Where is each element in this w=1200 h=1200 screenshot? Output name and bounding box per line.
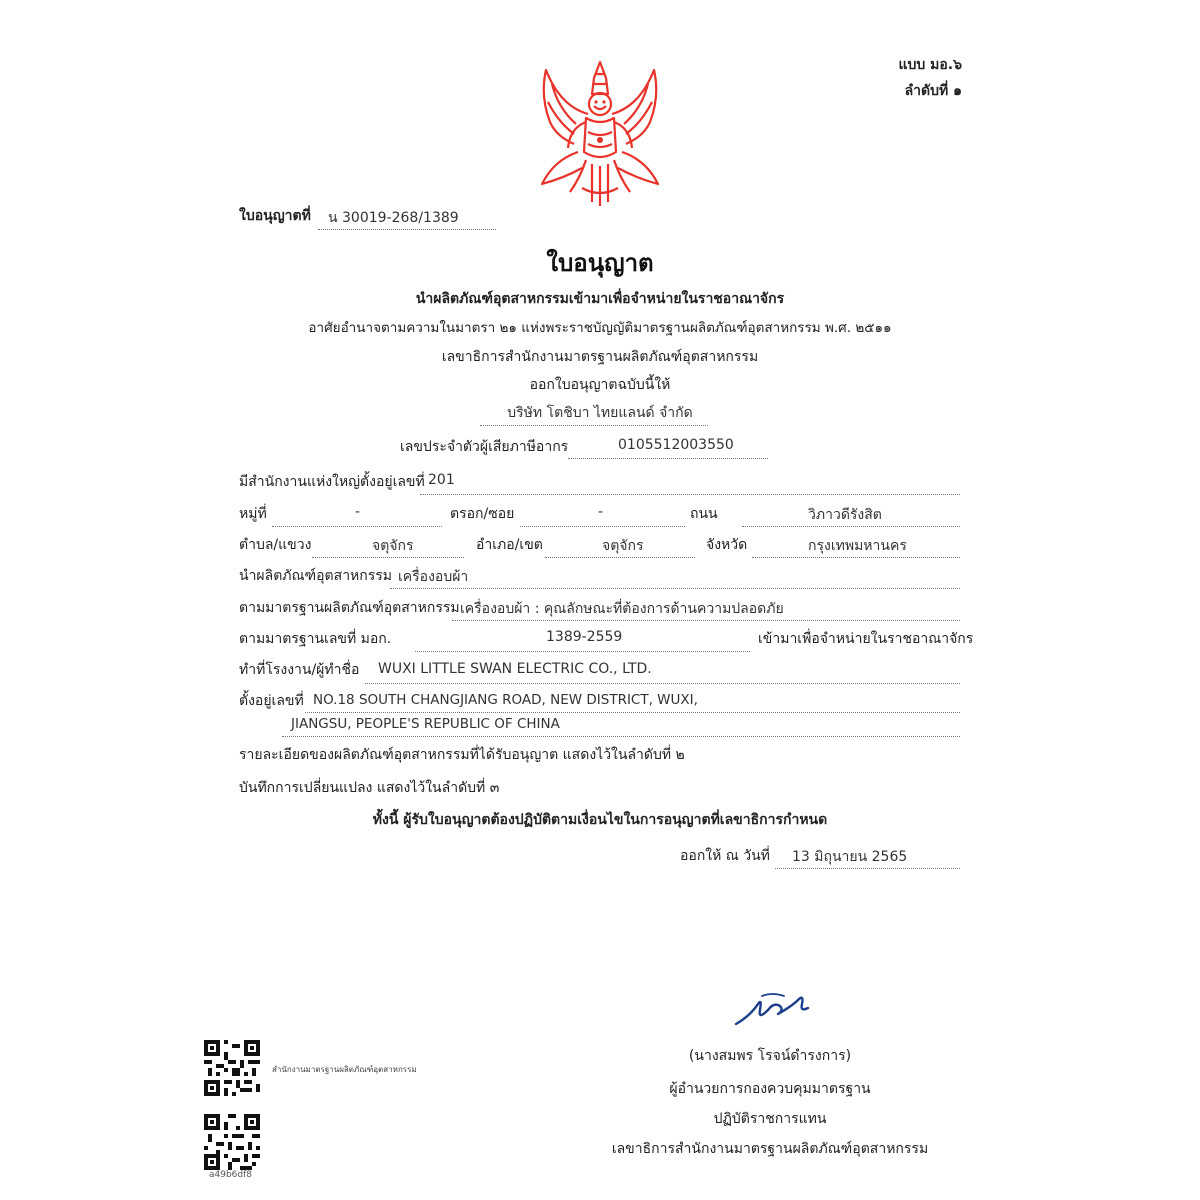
std-number-label: ตามมาตรฐานเลขที่ มอก. [239, 631, 392, 647]
verification-qr-icon [204, 1114, 260, 1170]
standard-value: เครื่องอบผ้า : คุณลักษณะที่ต้องการด้านความปลอดภัย [460, 601, 784, 617]
signatory-position: ผู้อำนวยการกองควบคุมมาตรฐาน [669, 1081, 871, 1097]
province-value: กรุงเทพมหานคร [808, 538, 907, 554]
road-label: ถนน [690, 506, 718, 522]
factory-address-line-1: NO.18 SOUTH CHANGJIANG ROAD, NEW DISTRICT, WUXI, [313, 692, 698, 708]
subdistrict-label: ตำบล/แขวง [239, 537, 312, 553]
form-code: แบบ มอ.๖ [898, 57, 962, 73]
on-behalf-of: เลขาธิการสำนักงานมาตรฐานผลิตภัณฑ์อุตสาหกรรม [611, 1141, 929, 1157]
footer-office: สำนักงานมาตรฐานผลิตภัณฑ์อุตสาหกรรม [272, 1065, 417, 1074]
signatory-name: (นางสมพร โรจน์ดำรงการ) [688, 1048, 852, 1064]
condition-statement: ทั้งนี้ ผู้รับใบอนุญาตต้องปฏิบัติตามเงื่อนไขในการอนุญาตที่เลขาธิการกำหนด [372, 812, 828, 828]
qr-code-icon [204, 1040, 260, 1096]
product-value: เครื่องอบผ้า [398, 569, 469, 585]
product-label: นำผลิตภัณฑ์อุตสาหกรรม [239, 568, 393, 584]
page-title: ใบอนุญาต [546, 249, 654, 277]
document-code: a49b6df8 [209, 1170, 253, 1180]
road-value: วิภาวดีรังสิต [808, 507, 882, 523]
company-name: บริษัท โตชิบา ไทยแลนด์ จำกัด [507, 405, 693, 421]
form-order: ลำดับที่ ๑ [904, 83, 962, 99]
soi-value: - [598, 504, 604, 520]
acting-on-behalf: ปฏิบัติราชการแทน [713, 1111, 827, 1127]
district-value: จตุจักร [602, 538, 644, 554]
subdistrict-value: จตุจักร [372, 538, 414, 554]
license-number-label: ใบอนุญาตที่ [239, 208, 311, 224]
hq-number: 201 [428, 472, 455, 488]
issued-date: 13 มิถุนายน 2565 [792, 849, 908, 865]
license-number: น 30019-268/1389 [328, 210, 459, 226]
details-note: รายละเอียดของผลิตภัณฑ์อุตสาหกรรมที่ได้รับอนุญาต แสดงไว้ในลำดับที่ ๒ [239, 747, 685, 763]
signature-image [732, 990, 812, 1030]
std-number: 1389-2559 [546, 629, 623, 645]
std-number-suffix: เข้ามาเพื่อจำหน่ายในราชอาณาจักร [758, 631, 974, 647]
factory-label: ทำที่โรงงาน/ผู้ทำชื่อ [239, 662, 360, 678]
issued-date-label: ออกให้ ณ วันที่ [680, 848, 770, 864]
standard-label: ตามมาตรฐานผลิตภัณฑ์อุตสาหกรรม [239, 600, 460, 616]
authority-line: อาศัยอำนาจตามความในมาตรา ๒๑ แห่งพระราชบัญญัติมาตรฐานผลิตภัณฑ์อุตสาหกรรม พ.ศ. ๒๕๑๑ [308, 320, 892, 336]
factory-address-label: ตั้งอยู่เลขที่ [239, 693, 304, 709]
issue-to-line: ออกใบอนุญาตฉบับนี้ให้ [529, 377, 671, 393]
district-label: อำเภอ/เขต [476, 537, 543, 553]
page-subtitle: นำผลิตภัณฑ์อุตสาหกรรมเข้ามาเพื่อจำหน่ายในราชอาณาจักร [415, 291, 785, 307]
moo-value: - [355, 504, 361, 520]
tax-id-label: เลขประจำตัวผู้เสียภาษีอากร [400, 439, 569, 455]
moo-label: หมู่ที่ [239, 506, 267, 522]
province-label: จังหวัด [706, 537, 748, 553]
factory-address-line-2: JIANGSU, PEOPLE'S REPUBLIC OF CHINA [291, 716, 560, 732]
issuer-line: เลขาธิการสำนักงานมาตรฐานผลิตภัณฑ์อุตสาหกรรม [441, 349, 759, 365]
hq-label: มีสำนักงานแห่งใหญ่ตั้งอยู่เลขที่ [239, 474, 425, 490]
tax-id: 0105512003550 [618, 437, 734, 453]
soi-label: ตรอก/ซอย [450, 506, 515, 522]
garuda-emblem-icon [530, 56, 670, 210]
factory-name: WUXI LITTLE SWAN ELECTRIC CO., LTD. [378, 661, 652, 677]
changes-note: บันทึกการเปลี่ยนแปลง แสดงไว้ในลำดับที่ ๓ [239, 780, 500, 796]
